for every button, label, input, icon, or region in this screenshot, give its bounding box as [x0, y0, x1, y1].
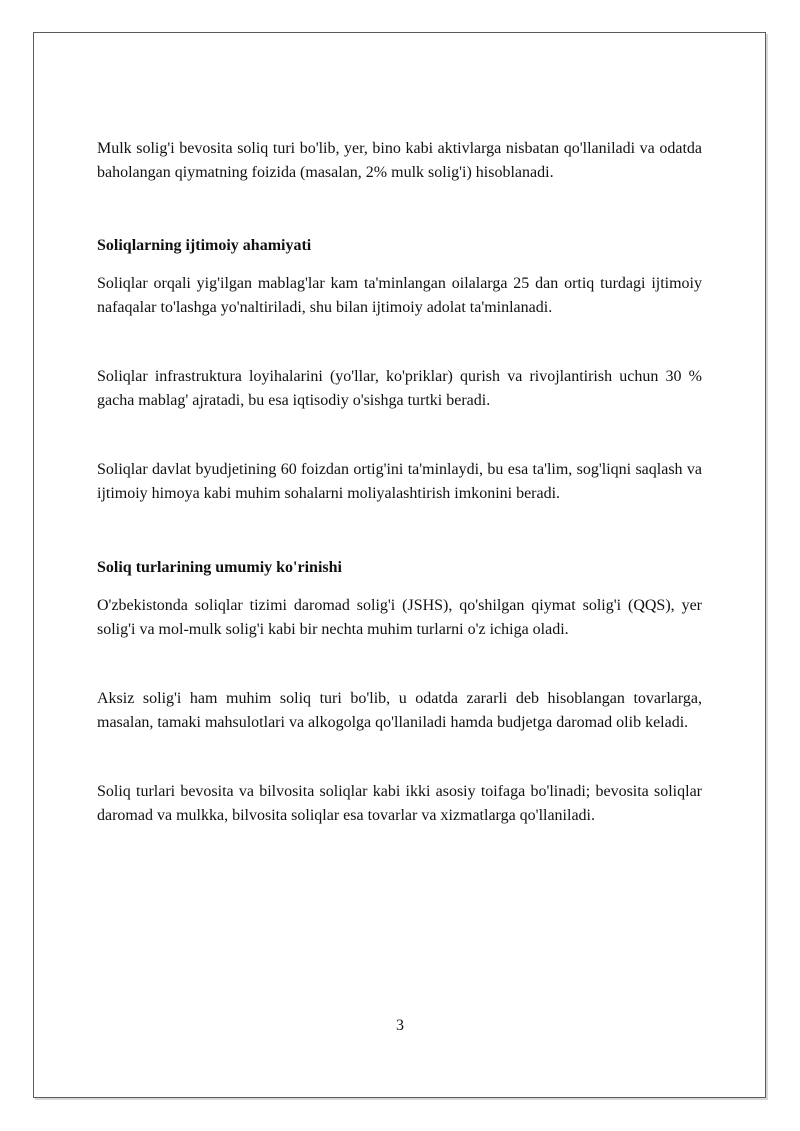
- paragraph-uzbekistan-tax-system: O'zbekistonda soliqlar tizimi daromad solig'i (JSHS), qo'shilgan qiymat solig'i (QQS), yer solig'i va mol-mulk solig'i kabi bir nechta muhim turlarni o'z ichiga oladi.: [97, 597, 702, 638]
- heading-tax-types-overview: Soliq turlarining umumiy ko'rinishi: [97, 559, 342, 576]
- page-content: [97, 137, 702, 828]
- paragraph-social-benefits: Soliqlar orqali yig'ilgan mablag'lar kam ta'minlangan oilalarga 25 dan ortiq turdagi ijtimoiy nafaqalar to'lashga yo'naltiriladi, shu bilan ijtimoiy adolat ta'minlanadi.: [97, 275, 702, 316]
- paragraph-property-tax: Mulk solig'i bevosita soliq turi bo'lib, yer, bino kabi aktivlarga nisbatan qo'llaniladi va odatda baholangan qiymatning foizida (masalan, 2% mulk solig'i) hisoblanadi.: [97, 140, 702, 181]
- page-number: 3: [396, 1017, 404, 1034]
- paragraph-direct-indirect-taxes: Soliq turlari bevosita va bilvosita soliqlar kabi ikki asosiy toifaga bo'linadi; bevosita soliqlar daromad va mulkka, bilvosita soliqlar esa tovarlar va xizmatlarga qo'llaniladi.: [97, 783, 702, 824]
- paragraph-infrastructure: Soliqlar infrastruktura loyihalarini (yo'llar, ko'priklar) qurish va rivojlantirish uchun 30 % gacha mablag' ajratadi, bu esa iqtisodiy o'sishga turtki beradi.: [97, 368, 702, 409]
- heading-social-importance: Soliqlarning ijtimoiy ahamiyati: [97, 237, 312, 254]
- paragraph-excise-tax: Aksiz solig'i ham muhim soliq turi bo'lib, u odatda zararli deb hisoblangan tovarlarga, masalan, tamaki mahsulotlari va alkogolga qo'llaniladi hamda budjetga daromad olib keladi.: [97, 690, 702, 731]
- paragraph-state-budget: Soliqlar davlat byudjetining 60 foizdan ortig'ini ta'minlaydi, bu esa ta'lim, sog'liqni saqlash va ijtimoiy himoya kabi muhim sohalarni moliyalashtirish imkonini beradi.: [97, 461, 702, 502]
